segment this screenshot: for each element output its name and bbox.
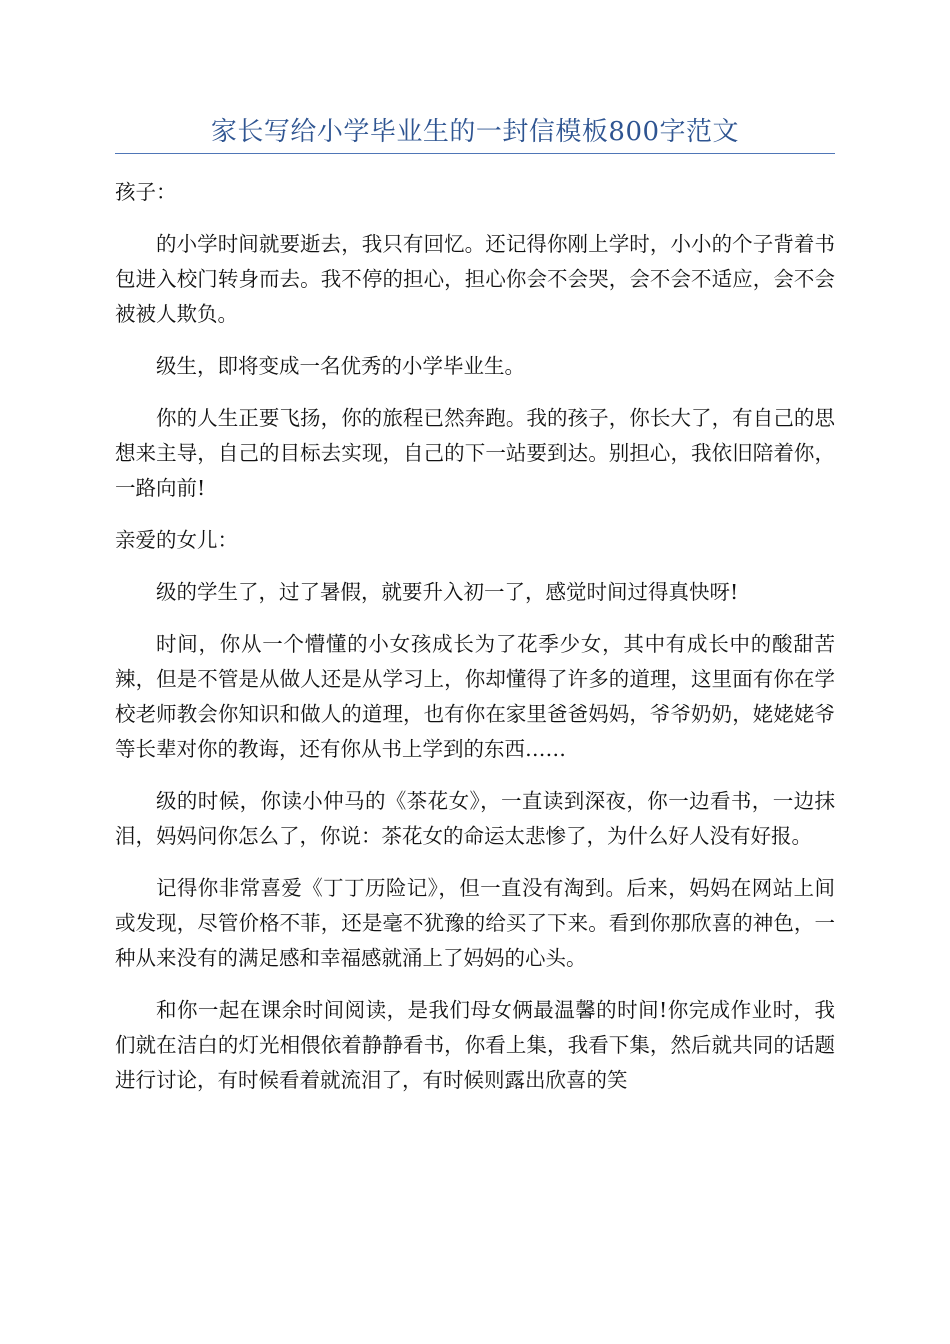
body-paragraph: 时间，你从一个懵懂的小女孩成长为了花季少女，其中有成长中的酸甜苦辣，但是不管是从做人还是从学习上，你却懂得了许多的道理，这里面有你在学校老师教会你知识和做人的道理，也有你在家里爸爸妈妈，爷爷奶奶，姥姥姥爷等长辈对你的教诲，还有你从书上学到的东西…… bbox=[115, 632, 835, 761]
document-title: 家长写给小学毕业生的一封信模板800字范文 bbox=[210, 117, 740, 147]
document-body bbox=[115, 175, 835, 1115]
title-underline bbox=[115, 153, 835, 154]
body-paragraph: 记得你非常喜爱《丁丁历险记》，但一直没有淘到。后来，妈妈在网站上间或发现，尽管价格不菲，还是毫不犹豫的给买了下来。看到你那欣喜的神色，一种从来没有的满足感和幸福感就涌上了妈妈的心头。 bbox=[115, 876, 835, 970]
body-paragraph: 孩子： bbox=[115, 180, 177, 204]
body-paragraph: 的小学时间就要逝去，我只有回忆。还记得你刚上学时，小小的个子背着书包进入校门转身而去。我不停的担心，担心你会不会哭，会不会不适应，会不会被被人欺负。 bbox=[115, 232, 835, 326]
body-paragraph: 你的人生正要飞扬，你的旅程已然奔跑。我的孩子，你长大了，有自己的思想来主导，自己的目标去实现，自己的下一站要到达。别担心，我依旧陪着你，一路向前! bbox=[115, 406, 835, 500]
body-paragraph: 亲爱的女儿： bbox=[115, 528, 238, 552]
body-paragraph: 级的学生了，过了暑假，就要升入初一了，感觉时间过得真快呀! bbox=[156, 580, 739, 604]
body-paragraph: 级的时候，你读小仲马的《茶花女》，一直读到深夜，你一边看书，一边抹泪，妈妈问你怎么了，你说：茶花女的命运太悲惨了，为什么好人没有好报。 bbox=[115, 789, 835, 848]
body-paragraph: 级生，即将变成一名优秀的小学毕业生。 bbox=[156, 354, 525, 378]
body-paragraph: 和你一起在课余时间阅读，是我们母女俩最温馨的时间!你完成作业时，我们就在洁白的灯光相偎依着静静看书，你看上集，我看下集，然后就共同的话题进行讨论，有时候看着就流泪了，有时候则露出欣喜的笑 bbox=[115, 998, 835, 1092]
